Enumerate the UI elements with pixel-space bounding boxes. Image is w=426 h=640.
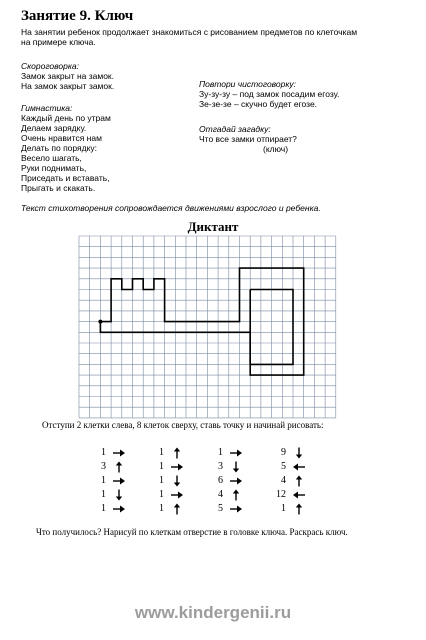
step-row — [148, 502, 184, 516]
step-count: 3 — [218, 461, 223, 472]
arrow-down-icon — [112, 489, 126, 501]
step-row — [148, 446, 184, 460]
riddle-answer: (ключ) — [263, 144, 289, 154]
start-dot — [98, 320, 102, 324]
gymnastics-line: Делать по порядку: — [21, 143, 98, 153]
step-row — [207, 446, 243, 460]
arrow-up-icon — [170, 447, 184, 459]
arrow-down-icon — [229, 461, 243, 473]
arrow-up-icon — [229, 489, 243, 501]
gymnastics-line: Делаем зарядку. — [21, 123, 87, 133]
step-count: 1 — [159, 489, 164, 500]
step-row — [207, 474, 243, 488]
intro-line: на примере ключа. — [21, 37, 96, 47]
final-question: Что получилось? Нарисуй по клеткам отверстие в головке ключа. Раскрась ключ. — [36, 527, 348, 537]
step-count: 6 — [218, 475, 223, 486]
gymnastics-line: Каждый день по утрам — [21, 113, 111, 123]
step-row — [148, 488, 184, 502]
gymnastics-line: Прыгать и скакать. — [21, 183, 96, 193]
tongue-twister-line: На замок закрыт замок. — [21, 81, 115, 91]
lesson-title: Занятие 9. Ключ — [21, 8, 134, 24]
step-count: 5 — [218, 503, 223, 514]
arrow-up-icon — [292, 503, 306, 515]
clean-speech-line: Зу-зу-зу – под замок посадим егозу. — [199, 89, 340, 99]
step-row — [270, 474, 306, 488]
gymnastics-line: Очень нравится нам — [21, 133, 102, 143]
step-count: 1 — [101, 475, 106, 486]
riddle-heading: Отгадай загадку: — [199, 124, 271, 134]
gymnastics-line: Приседать и вставать, — [21, 173, 110, 183]
step-row — [270, 502, 306, 516]
step-row — [90, 488, 126, 502]
arrow-right-icon — [229, 475, 243, 487]
step-row — [270, 488, 306, 502]
arrow-up-icon — [112, 461, 126, 473]
step-count: 4 — [281, 475, 286, 486]
arrow-up-icon — [292, 475, 306, 487]
arrow-right-icon — [170, 461, 184, 473]
step-count: 5 — [281, 461, 286, 472]
step-column — [207, 446, 243, 516]
step-row — [207, 460, 243, 474]
riddle-question: Что все замки отпирает? — [199, 134, 297, 144]
step-count: 1 — [101, 489, 106, 500]
step-row — [90, 446, 126, 460]
step-row — [90, 460, 126, 474]
arrow-right-icon — [170, 489, 184, 501]
site-watermark: www.kindergenii.ru — [134, 603, 292, 622]
arrow-right-icon — [112, 475, 126, 487]
step-count: 4 — [218, 489, 223, 500]
step-row — [207, 502, 243, 516]
step-count: 3 — [101, 461, 106, 472]
step-row — [90, 502, 126, 516]
dictation-instruction: Отступи 2 клетки слева, 8 клеток сверху, ставь точку и начинай рисовать: — [42, 420, 324, 430]
step-count: 1 — [159, 447, 164, 458]
arrow-left-icon — [292, 461, 306, 473]
arrow-right-icon — [229, 503, 243, 515]
gymnastics-line: Руки поднимать, — [21, 163, 87, 173]
arrow-right-icon — [229, 447, 243, 459]
arrow-down-icon — [292, 447, 306, 459]
step-row — [207, 488, 243, 502]
clean-speech-heading: Повтори чистоговорку: — [199, 79, 296, 89]
step-column — [148, 446, 184, 516]
step-count: 9 — [281, 447, 286, 458]
arrow-right-icon — [112, 503, 126, 515]
step-count: 1 — [101, 447, 106, 458]
clean-speech-line: Зе-зе-зе – скучно будет егозе. — [199, 99, 318, 109]
step-column — [90, 446, 126, 516]
arrow-up-icon — [170, 503, 184, 515]
step-count: 1 — [159, 475, 164, 486]
step-count: 1 — [101, 503, 106, 514]
step-count: 12 — [276, 489, 286, 500]
movement-note: Текст стихотворения сопровождается движениями взрослого и ребенка. — [21, 203, 321, 213]
step-row — [148, 460, 184, 474]
step-count: 1 — [159, 503, 164, 514]
arrow-down-icon — [170, 475, 184, 487]
tongue-twister-line: Замок закрыт на замок. — [21, 71, 115, 81]
step-row — [90, 474, 126, 488]
step-count: 1 — [218, 447, 223, 458]
gymnastics-line: Весело шагать, — [21, 153, 82, 163]
arrow-left-icon — [292, 489, 306, 501]
grid-lines — [79, 236, 336, 418]
step-row — [270, 446, 306, 460]
gymnastics-heading: Гимнастика: — [21, 103, 73, 113]
step-count: 1 — [281, 503, 286, 514]
step-count: 1 — [159, 461, 164, 472]
step-row — [148, 474, 184, 488]
tongue-twister-heading: Скороговорка: — [21, 61, 79, 71]
arrow-right-icon — [112, 447, 126, 459]
step-row — [270, 460, 306, 474]
step-column — [270, 446, 306, 516]
dictation-title: Диктант — [187, 219, 239, 234]
intro-line: На занятии ребенок продолжает знакомиться с рисованием предметов по клеточкам — [21, 27, 358, 37]
